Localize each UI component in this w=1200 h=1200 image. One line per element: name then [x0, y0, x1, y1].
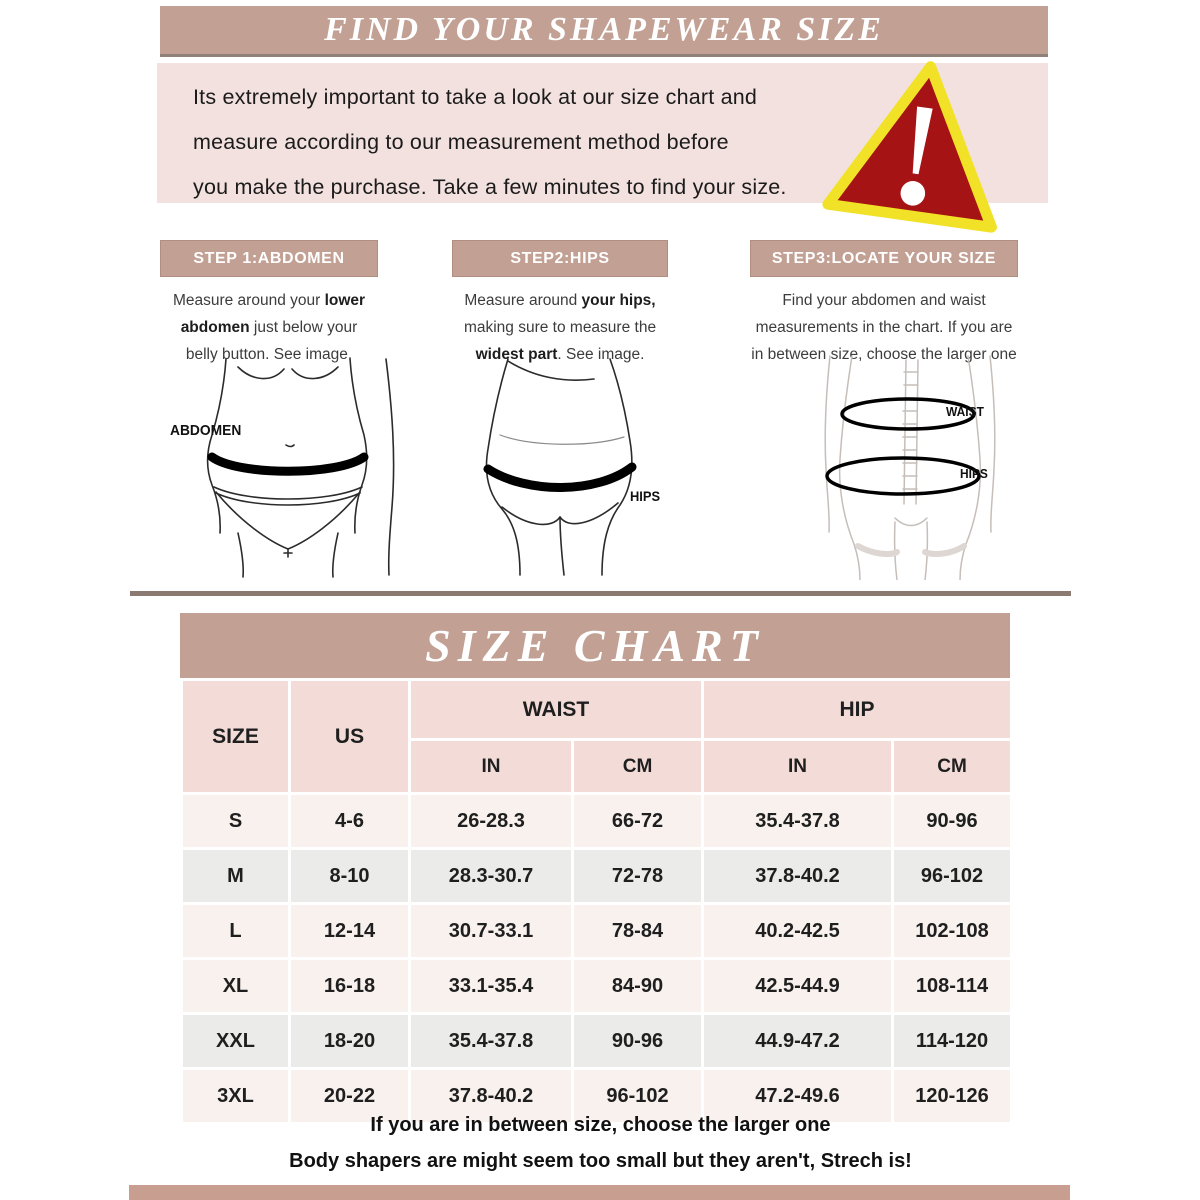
- abdomen-band: [212, 457, 364, 471]
- hips-band: [488, 467, 632, 488]
- hips-figure-label-2: HIPS: [960, 466, 988, 481]
- cell-hip-cm: 108-114: [893, 959, 1012, 1014]
- cell-size: XXL: [182, 1014, 290, 1069]
- cell-waist-in: 26-28.3: [410, 794, 573, 849]
- step3-title: STEP3:LOCATE YOUR SIZE: [771, 249, 997, 267]
- table-row-s: [182, 794, 1012, 849]
- footnote-stretch: Body shapers are might seem too small but they aren't, Strech is!: [289, 1150, 912, 1172]
- col-header-waist-in: IN: [410, 740, 573, 794]
- cell-hip-cm: 120-126: [893, 1069, 1012, 1124]
- cell-waist-in: 33.1-35.4: [410, 959, 573, 1014]
- col-header-size: SIZE: [182, 680, 290, 794]
- col-header-hip-in: IN: [703, 740, 893, 794]
- cell-hip-in: 40.2-42.5: [703, 904, 893, 959]
- bottom-bar: [129, 1185, 1070, 1200]
- size-chart-table: [180, 678, 1013, 1125]
- cell-size: XL: [182, 959, 290, 1014]
- step3-title-bar: [750, 240, 1018, 277]
- step3-description: Find your abdomen and waist measurements in the chart. If you are in between size, choose the larger one: [751, 292, 1017, 363]
- hips-figure-label: HIPS: [630, 488, 661, 504]
- cell-hip-in: 47.2-49.6: [703, 1069, 893, 1124]
- step-column-locate-size: [750, 240, 1018, 368]
- intro-line: Its extremely important to take a look at our size chart and: [193, 85, 758, 109]
- cell-size: 3XL: [182, 1069, 290, 1124]
- hips-figure: [442, 356, 682, 578]
- cell-waist-cm: 78-84: [573, 904, 703, 959]
- cell-hip-in: 37.8-40.2: [703, 849, 893, 904]
- cell-waist-cm: 90-96: [573, 1014, 703, 1069]
- cell-size: M: [182, 849, 290, 904]
- waist-hips-figure: [800, 354, 1020, 580]
- intro-line: measure according to our measurement method before: [193, 130, 729, 154]
- step1-title-bar: [160, 240, 378, 277]
- col-header-us: US: [290, 680, 410, 794]
- cell-size: L: [182, 904, 290, 959]
- table-row-l: [182, 904, 1012, 959]
- cell-waist-in: 30.7-33.1: [410, 904, 573, 959]
- cell-us: 4-6: [290, 794, 410, 849]
- step2-title: STEP2:HIPS: [510, 249, 610, 267]
- cell-waist-in: 35.4-37.8: [410, 1014, 573, 1069]
- abdomen-figure-label: ABDOMEN: [170, 422, 242, 439]
- footnote-between-size: If you are in between size, choose the larger one: [370, 1114, 831, 1136]
- step1-title: STEP 1:ABDOMEN: [193, 249, 345, 267]
- page-title: FIND YOUR SHAPEWEAR SIZE: [324, 11, 884, 48]
- col-header-waist: WAIST: [410, 680, 703, 740]
- cell-waist-cm: 66-72: [573, 794, 703, 849]
- cell-waist-cm: 72-78: [573, 849, 703, 904]
- warning-triangle-icon: [820, 56, 1018, 238]
- section-divider: [130, 591, 1071, 596]
- table-row-xxl: [182, 1014, 1012, 1069]
- col-header-hip: HIP: [703, 680, 1012, 740]
- size-chart-title: SIZE CHART: [425, 620, 765, 671]
- cell-hip-cm: 90-96: [893, 794, 1012, 849]
- cell-us: 18-20: [290, 1014, 410, 1069]
- cell-waist-in: 37.8-40.2: [410, 1069, 573, 1124]
- step2-description: Measure around your hips, making sure to measure the widest part. See image.: [463, 292, 657, 363]
- col-header-waist-cm: CM: [573, 740, 703, 794]
- cell-hip-in: 35.4-37.8: [703, 794, 893, 849]
- cell-hip-cm: 96-102: [893, 849, 1012, 904]
- cell-hip-in: 42.5-44.9: [703, 959, 893, 1014]
- step-column-abdomen: [160, 240, 378, 368]
- size-chart-title-bar: [180, 613, 1010, 678]
- step2-title-bar: [452, 240, 668, 277]
- step-column-hips: [452, 240, 668, 368]
- cell-waist-cm: 84-90: [573, 959, 703, 1014]
- cell-hip-cm: 114-120: [893, 1014, 1012, 1069]
- cell-us: 8-10: [290, 849, 410, 904]
- header-bar: [160, 6, 1048, 57]
- cell-us: 12-14: [290, 904, 410, 959]
- waist-figure-label: WAIST: [946, 404, 984, 419]
- cell-waist-cm: 96-102: [573, 1069, 703, 1124]
- cell-hip-cm: 102-108: [893, 904, 1012, 959]
- cell-us: 20-22: [290, 1069, 410, 1124]
- intro-line: you make the purchase. Take a few minutes to find your size.: [193, 175, 787, 199]
- cell-size: S: [182, 794, 290, 849]
- abdomen-figure: [168, 356, 408, 578]
- intro-text: [193, 75, 787, 210]
- cell-hip-in: 44.9-47.2: [703, 1014, 893, 1069]
- cell-us: 16-18: [290, 959, 410, 1014]
- step1-description: Measure around your lower abdomen just below your belly button. See image.: [172, 292, 366, 363]
- col-header-hip-cm: CM: [893, 740, 1012, 794]
- table-row-xl: [182, 959, 1012, 1014]
- table-row-m: [182, 849, 1012, 904]
- cell-waist-in: 28.3-30.7: [410, 849, 573, 904]
